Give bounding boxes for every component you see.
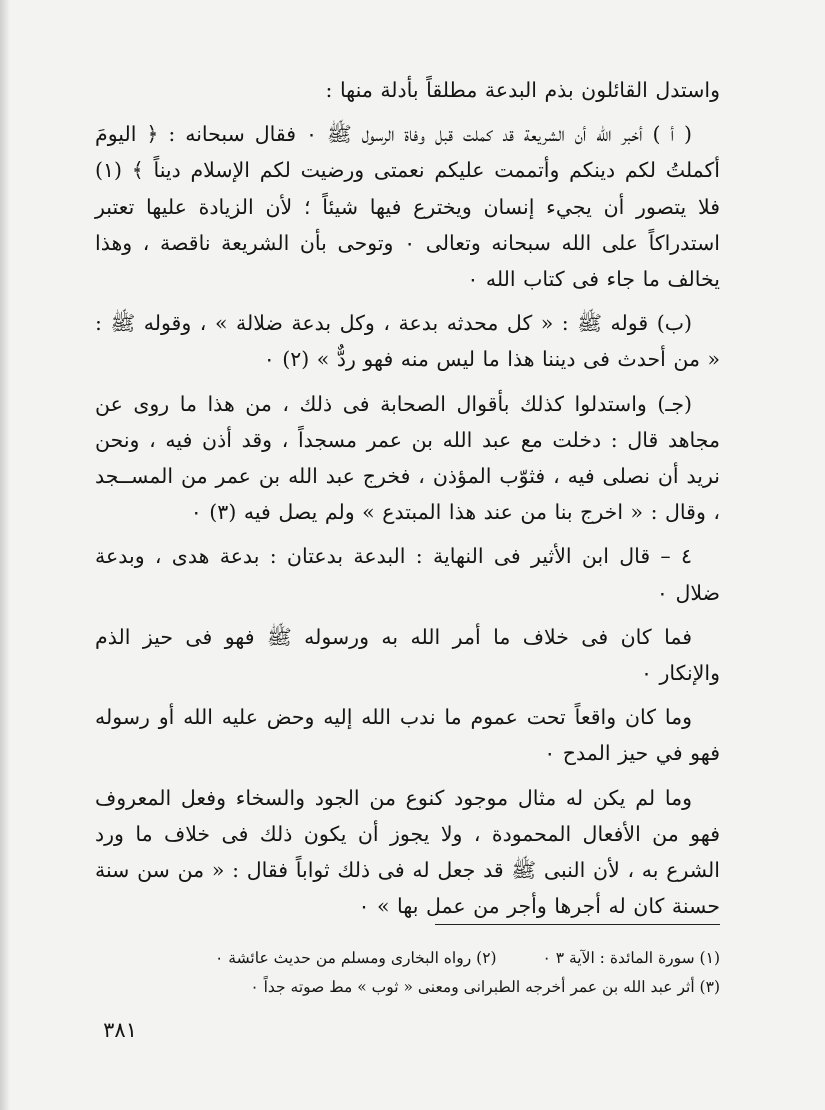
- footnote-3: (٣) أثر عبد الله بن عمر أخرجه الطبرانى ومعنى « ثوب » مط صوته جداً ٠: [250, 978, 720, 996]
- scan-edge-shadow: [0, 0, 10, 1110]
- footnotes: [110, 944, 720, 1002]
- footnote-line-2: [110, 973, 720, 1002]
- generosity-paragraph: وما لم يكن له مثال موجود كنوع من الجود والسخاء وفعل المعروف فهو من الأفعال المحمودة ، ولا يجوز أن يكون ذلك فى خلاف ما ورد الشرع به ، لأن النبى ﷺ قد جعل له فى ذلك ثواباً فقال : « من سن سنة حسنة كان له أجرها وأجر من عمل بها » ٠: [95, 785, 720, 919]
- praise-paragraph: وما كان واقعاً تحت عموم ما ندب الله إليه وحض عليه الله أو رسوله فهو في حيز المدح ٠: [95, 705, 720, 766]
- evidence-c-paragraph: (جـ) واستدلوا كذلك بأقوال الصحابة فى ذلك ، من هذا ما روى عن مجاهد قال : دخلت مع عبد الله بن عمر مسجداً ، وقد أذن فيه ، ونحن نريد أن نصلى فيه ، فثوّب المؤذن ، فخرج عبد الله بن عمر من المســجد ، وقال : « اخرج بنا من عند هذا المبتدع » ولم يصل فيه (٣) ٠: [95, 391, 720, 525]
- intro-paragraph: واستدل القائلون بذم البدعة مطلقاً بأدلة منها :: [325, 78, 720, 102]
- main-text: [95, 72, 720, 932]
- ibn-athir-paragraph: ٤ – قال ابن الأثير فى النهاية : البدعة بدعتان : بدعة هدى ، وبدعة ضلال ٠: [95, 544, 720, 605]
- blame-paragraph: فما كان فى خلاف ما أمر الله به ورسوله ﷺ فهو فى حيز الذم والإنكار ٠: [95, 624, 720, 686]
- footnote-divider: [435, 924, 720, 925]
- page-number: ٣٨١: [103, 1018, 137, 1042]
- footnote-line-1: [110, 944, 720, 973]
- evidence-a-paragraph: ( أ ) أخبر الله أن الشريعة قد كملت قبل وفاة الرسول ﷺ ٠ فقال سبحانه : ﴿ اليومَ أكملتُ لكم دينكم وأتممت عليكم نعمتى ورضيت لكم الإسلام ديناً ﴾ (١) فلا يتصور أن يجيء إنسان ويخترع فيها شيئاً ؛ لأن الزيادة عليها تعتبر استدراكاً على الله سبحانه وتعالى ٠ وتوحى بأن الشريعة ناقصة ، وهذا يخالف ما جاء فى كتاب الله ٠: [95, 122, 720, 292]
- footnote-1: (١) سورة المائدة : الآية ٣ ٠: [542, 949, 720, 967]
- evidence-b-paragraph: (ب) قوله ﷺ : « كل محدثه بدعة ، وكل بدعة ضلالة » ، وقوله ﷺ : « من أحدث فى ديننا هذا ما ليس منه فهو ردٌّ » (٢) ٠: [95, 311, 720, 372]
- footnote-2: (٢) رواه البخارى ومسلم من حديث عائشة ٠: [215, 949, 497, 967]
